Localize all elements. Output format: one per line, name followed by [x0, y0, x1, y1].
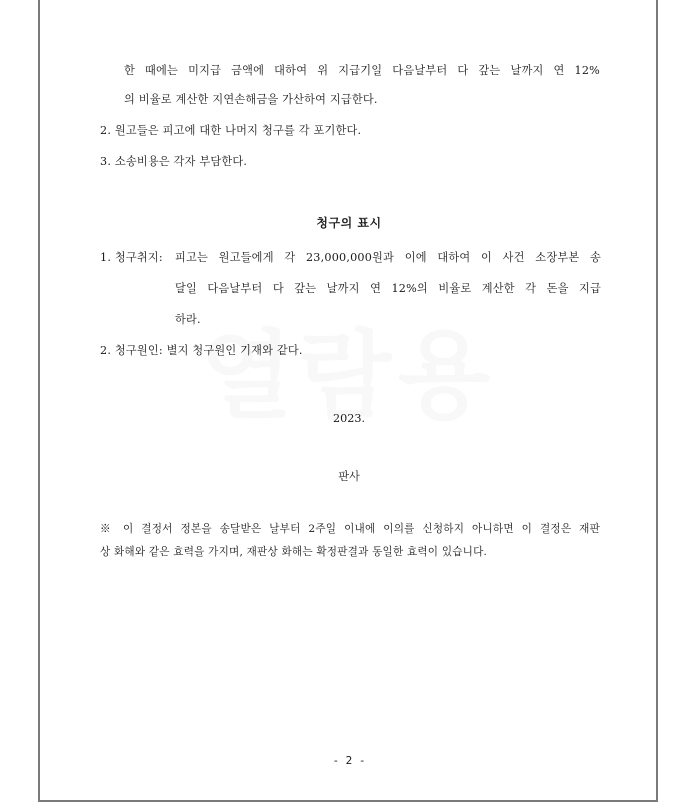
order-item1-continuation-line1: 한 때에는 미지급 금액에 대하여 위 지급기일 다음날부터 다 갚는 날까지 연 12%: [124, 64, 600, 77]
order-item2: 2. 원고들은 피고에 대한 나머지 청구를 각 포기한다.: [100, 124, 362, 137]
order-item3: 3. 소송비용은 각자 부담한다.: [100, 155, 248, 168]
order-item1-continuation-line2: 의 비율로 계산한 지연손해금을 가산하여 지급한다.: [124, 93, 378, 106]
notice-line1: ※ 이 결정서 정본을 송달받은 날부터 2주일 이내에 이의를 신청하지 아니하면 이 결정은 재판: [100, 523, 600, 535]
claim-purpose-line2: 달일 다음날부터 다 갚는 날까지 연 12%의 비율로 계산한 각 돈을 지급: [175, 282, 601, 295]
notice-line2: 상 화해와 같은 효력을 가지며, 재판상 화해는 확정판결과 동일한 효력이 있습니다.: [100, 546, 488, 558]
claim-purpose-line1: 피고는 원고들에게 각 23,000,000원과 이에 대하여 이 사건 소장부본 송: [175, 251, 601, 264]
claim-purpose-label: 1. 청구취지:: [100, 251, 163, 264]
decision-date: 2023.: [332, 412, 366, 425]
page-number: - 2 -: [332, 754, 366, 767]
claim-cause: 2. 청구원인: 별지 청구원인 기재와 같다.: [100, 344, 303, 357]
claim-heading: 청구의 표시: [316, 216, 382, 230]
judge-label: 판사: [338, 470, 360, 483]
claim-purpose-line3: 하라.: [175, 313, 201, 326]
